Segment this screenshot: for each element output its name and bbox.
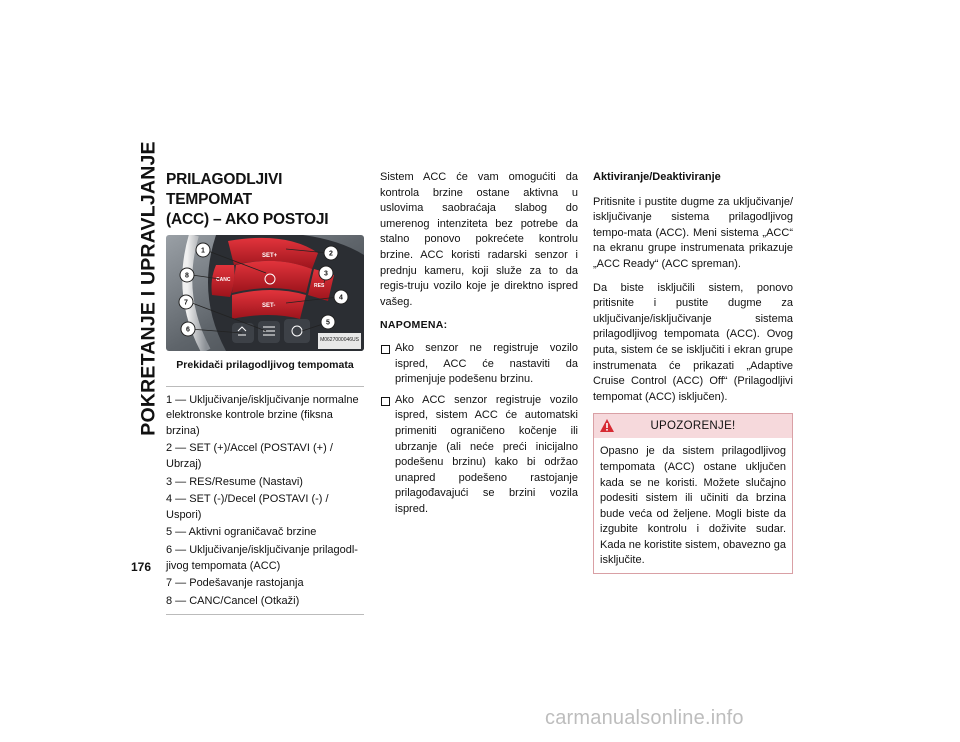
legend-item: 5 — Aktivni ograničavač brzine <box>166 526 317 539</box>
note-bullet <box>380 393 578 518</box>
bullet-square-icon <box>381 397 390 406</box>
callout-4: 4 <box>339 294 343 302</box>
section-title <box>166 170 364 230</box>
legend-item: 1 — Uključivanje/isključivanje normalne elektronske kontrole brzine (fiksna brzina) <box>166 393 359 437</box>
warning-box <box>593 413 793 574</box>
set-plus-label: SET+ <box>262 253 278 259</box>
cruise-switch-figure <box>166 235 364 351</box>
canc-label: CANC <box>216 277 231 283</box>
legend-item: 4 — SET (-)/Decel (POSTAVI (-) / Uspori) <box>166 493 329 521</box>
acc-button[interactable] <box>232 323 254 343</box>
legend-item: 7 — Podešavanje rastojanja <box>166 577 304 590</box>
figure-caption: Prekidači prilagodljivog tempomata <box>176 359 354 371</box>
column-right <box>593 170 793 574</box>
legend-item: 8 — CANC/Cancel (Otkaži) <box>166 594 300 607</box>
deactivation-paragraph: Da biste isključili sistem, ponovo pritisnite i pustite dugme za uključivanje/isključivanje sistema prilagodljivog tempomata (ACC). Ovog puta, sistem će se isključiti i ekran grupe instrumenata će prikazati „Adaptive Cruise Control (ACC) Off“ (Prilagodljivi tempomat (ACC) isključen). <box>593 281 793 403</box>
note-bullet <box>380 341 578 388</box>
column-left <box>166 170 364 615</box>
bullet-square-icon <box>381 345 390 354</box>
set-minus-label: SET- <box>262 303 276 309</box>
speed-limiter-button[interactable] <box>284 319 310 343</box>
intro-paragraph: Sistem ACC će vam omogućiti da kontrola brzine ostane aktivna u uslovima saobraćaja slabog do umerenog intenziteta bez potrebe da stalno ponovo pokrećete kontrolu brzine. ACC koristi radarski senzor i prednju kameru, koji služe za to da regis-truju vozilo koje je direktno ispred vašeg. <box>380 171 578 308</box>
distance-button[interactable] <box>258 321 280 343</box>
column-middle <box>380 170 578 522</box>
section-title-line1: PRILAGODLJIVI TEMPOMAT <box>166 171 283 208</box>
legend-item: 2 — SET (+)/Accel (POSTAVI (+) / Ubrzaj) <box>166 442 333 470</box>
warning-text: Opasno je da sistem prilagodljivog tempomata (ACC) ostane uključen kada se ne koristi. Možete slučajno podesiti sistem ili učiniti da brzina bude veća od željene. Mogli biste da izgubite kontrolu i doživite sudar. Kada ne koristite sistem, obavezno ga isključite. <box>600 445 786 567</box>
callout-7: 7 <box>184 299 188 307</box>
callout-1: 1 <box>201 247 205 255</box>
callout-5: 5 <box>326 319 330 327</box>
callout-8: 8 <box>185 272 189 280</box>
chapter-side-label <box>136 140 162 436</box>
watermark: carmanualsonline.info <box>545 707 744 729</box>
subheading: Aktiviranje/Deaktiviranje <box>593 171 721 183</box>
callout-6: 6 <box>186 326 190 334</box>
note-bullet-text: Ako ACC senzor registruje vozilo ispred, sistem ACC će automatski primeniti ograničeno kočenje ili ubrzanje (ali neće preći inicijalno podešenu brzinu) kako bi održao unapred podešeno rastojanje prilagođavajući se brzini vozila ispred. <box>395 393 578 515</box>
activation-paragraph: Pritisnite i pustite dugme za uključivanje/ isključivanje sistema prilagodljivog tempo-mata (ACC). Meni sistema „ACC“ na ekranu grupe instrumenata prikazuje „ACC Ready“ (ACC spreman). <box>593 195 793 270</box>
res-label: RES <box>314 283 325 289</box>
warning-triangle-icon <box>599 418 615 433</box>
section-title-line2: (ACC) – AKO POSTOJI <box>166 211 329 228</box>
warning-header <box>594 414 792 438</box>
chapter-side-label-text: POKRETANJE I UPRAVLJANJE <box>137 140 160 436</box>
legend-item: 3 — RES/Resume (Nastavi) <box>166 475 303 488</box>
callout-2: 2 <box>329 250 333 258</box>
page-number: 176 <box>131 560 152 574</box>
warning-title: UPOZORENJE! <box>650 419 736 432</box>
note-title: NAPOMENA: <box>380 319 448 332</box>
figure-legend <box>166 386 364 616</box>
note-bullet-text: Ako senzor ne registruje vozilo ispred, ACC će nastaviti da primenjuje podešenu brzinu. <box>395 341 578 386</box>
callout-3: 3 <box>324 270 328 278</box>
legend-item: 6 — Uključivanje/isključivanje prilagodl-jivog tempomata (ACC) <box>166 543 358 572</box>
figure-code: M0627000046US <box>318 333 361 349</box>
